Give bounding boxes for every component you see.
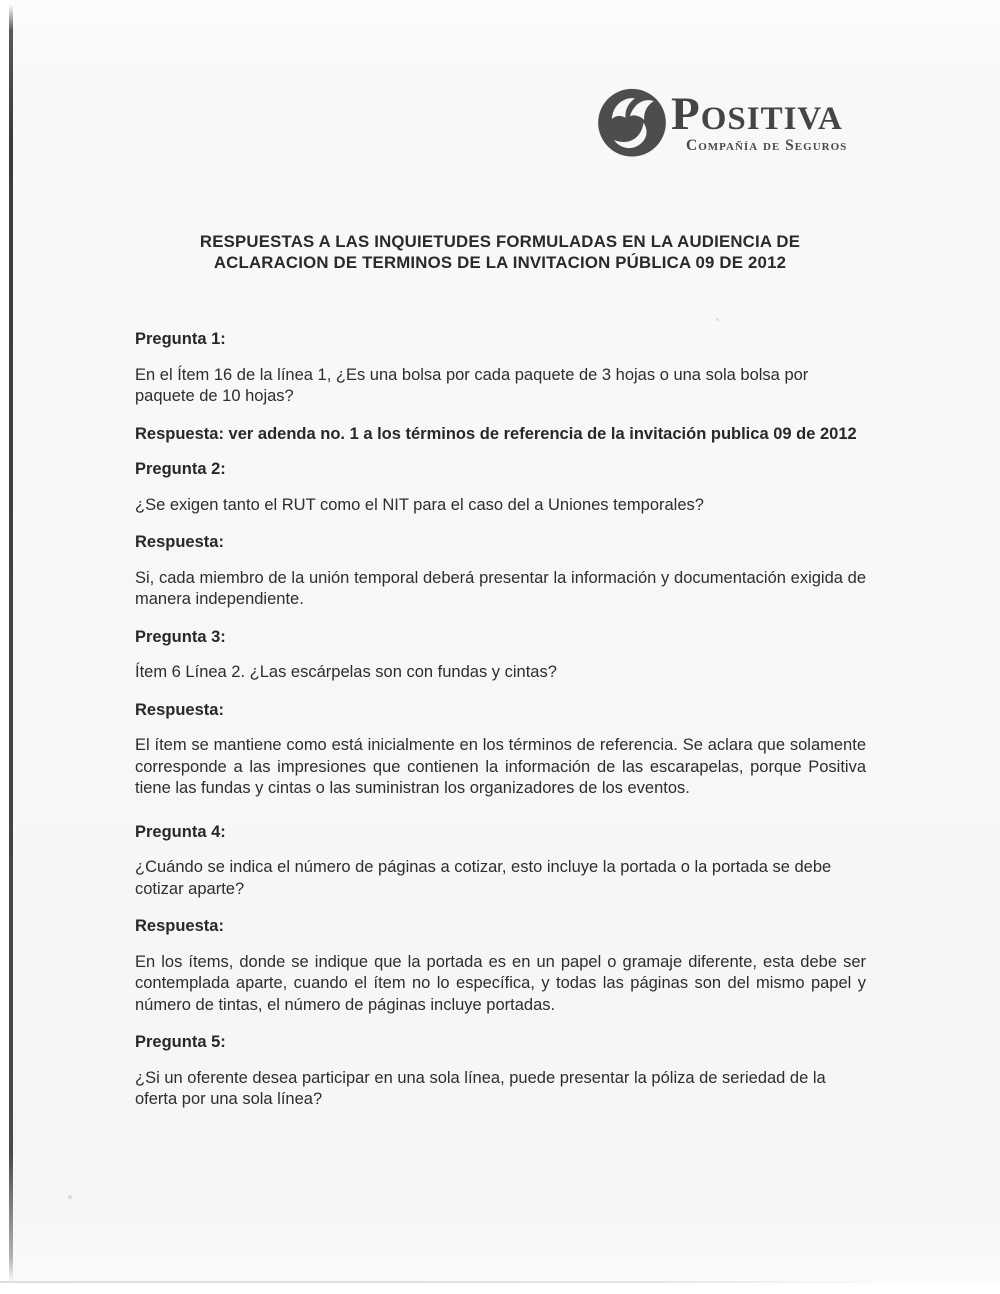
scan-edge-line [9, 5, 13, 1282]
scan-margin-left [0, 0, 9, 1294]
pregunta-4-question: ¿Cuándo se indica el número de páginas a cotizar, esto incluye la portada o la portada se debe cotizar aparte? [135, 858, 832, 898]
pregunta-4-respuesta-label: Respuesta: [135, 917, 224, 935]
pregunta-2-answer: Si, cada miembro de la unión temporal deberá presentar la información y documentación exigida de manera independiente. [135, 568, 866, 608]
scan-speck [716, 318, 719, 321]
pregunta-2-question: ¿Se exigen tanto el RUT como el NIT para el caso del a Uniones temporales? [135, 495, 704, 514]
logo-text-block [671, 85, 847, 155]
pregunta-2-label: Pregunta 2: [135, 460, 226, 478]
pregunta-5-question: ¿Si un oferente desea participar en una sola línea, puede presentar la póliza de seriedad de la oferta por una sola línea? [135, 1068, 826, 1108]
pregunta-2-respuesta-label: Respuesta: [135, 533, 224, 551]
pregunta-3-label: Pregunta 3: [135, 627, 226, 646]
scan-speck [68, 1195, 72, 1199]
pregunta-3-respuesta-label: Respuesta: [135, 700, 224, 719]
positiva-logo [596, 85, 847, 159]
scan-margin-bottom [0, 1283, 1000, 1294]
pregunta-3-question: Ítem 6 Línea 2. ¿Las escárpelas son con fundas y cintas? [135, 663, 557, 681]
pregunta-3-answer: El ítem se mantiene como está inicialmente en los términos de referencia. Se aclara que solamente corresponde a las impresiones que contienen la información de las escarapelas, porque Positiva tiene las fundas y cintas o las suministran los organizadores de los eventos. [135, 736, 866, 797]
logo-tagline: Compañía de Seguros [686, 137, 848, 154]
pregunta-1-question: En el Ítem 16 de la línea 1, ¿Es una bolsa por cada paquete de 3 hojas o una sola bolsa por paquete de 10 hojas? [135, 365, 809, 405]
positiva-emblem-icon [596, 85, 668, 159]
pregunta-5-label: Pregunta 5: [135, 1033, 226, 1051]
document-body [135, 329, 866, 1125]
pregunta-4-label: Pregunta 4: [135, 822, 226, 841]
document-title-line2: ACLARACION DE TERMINOS DE LA INVITACION PÚBLICA 09 DE 2012 [213, 252, 787, 272]
pregunta-4-answer: En los ítems, donde se indique que la portada es en un papel o gramaje diferente, esta debe ser contemplada aparte, cuando el ítem no lo específica, y todas las páginas son del mismo papel y número de tintas, el número de páginas incluye portadas. [135, 952, 866, 1014]
pregunta-1-label: Pregunta 1: [135, 330, 226, 348]
document-title-line1: RESPUESTAS A LAS INQUIETUDES FORMULADAS EN LA AUDIENCIA DE [199, 232, 801, 251]
scan-bottom-shadow [0, 1281, 880, 1283]
logo-company-name: Positiva [671, 88, 843, 140]
pregunta-1-answer: Respuesta: ver adenda no. 1 a los términos de referencia de la invitación publica 09 de 2012 [135, 424, 857, 443]
document-title [0, 232, 1000, 273]
